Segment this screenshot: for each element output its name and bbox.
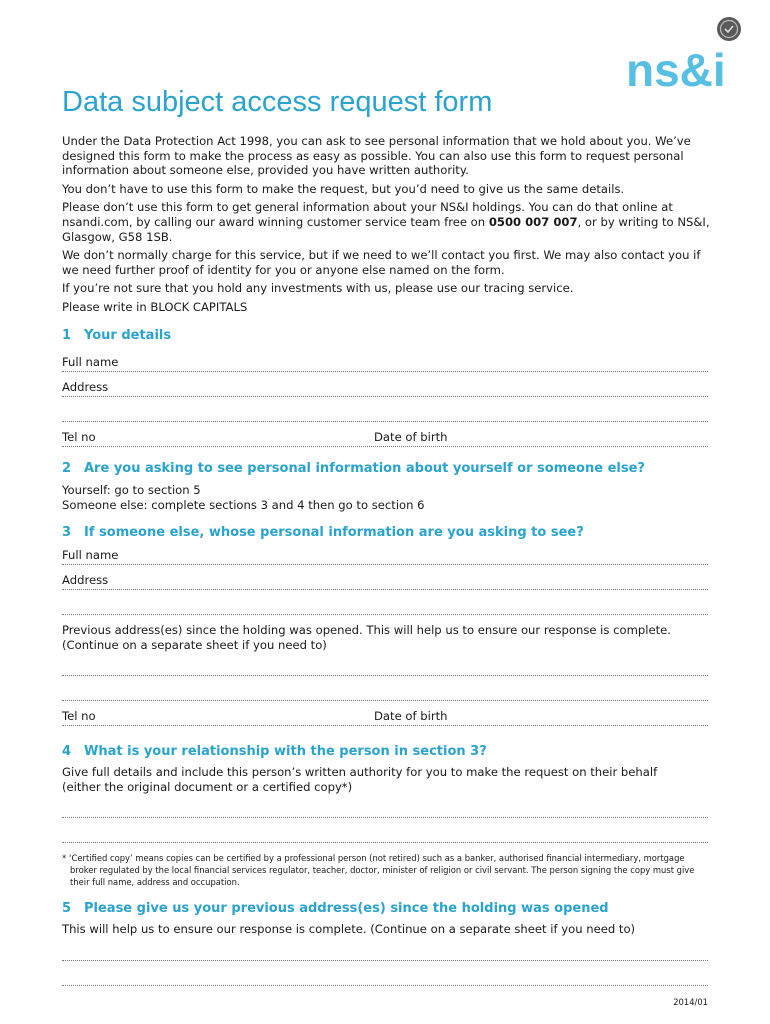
section-2-text: Yourself: go to section 5 Someone else: complete sections 3 and 4 then go to section 6 xyxy=(62,483,425,512)
other-address-field-line-2[interactable] xyxy=(62,614,708,615)
page-title: Data subject access request form xyxy=(62,86,493,118)
section-5-heading: 5 Please give us your previous address(es) since the holding was opened xyxy=(62,901,609,916)
relationship-field[interactable] xyxy=(62,817,708,818)
intro-paragraph: Please don’t use this form to get general information about your NS&I holdings. You can do that online at nsandi.com, by calling our award winning customer service team free on 0500 007 007, or by writing to NS&I, Glasgow, G58 1SB. xyxy=(62,200,710,244)
section-4-text: Give full details and include this person’s written authority for you to make the request on their behalf (either the original document or a certified copy*) xyxy=(62,765,658,794)
address-field[interactable] xyxy=(62,396,708,397)
intro-paragraph: If you’re not sure that you hold any investments with us, please use our tracing service. xyxy=(62,281,574,296)
section-5-address-field[interactable] xyxy=(62,960,708,961)
certified-copy-footnote: * ‘Certified copy’ means copies can be certified by a professional person (not retired) such as a banker, authorised financial intermediary, mortgage broker regulated by the local financial services regulator, teacher, doctor, minister of religion or civil servant. The person signing the copy must give their full name, address and occupation. xyxy=(62,853,695,887)
crest-seal-icon xyxy=(717,17,741,41)
full-name-field[interactable] xyxy=(62,371,708,372)
intro-paragraph: We don’t normally charge for this service, but if we need to we’ll contact you first. We may also contact you if we need further proof of identity for you or anyone else named on the form. xyxy=(62,248,701,277)
previous-address-field-line-2[interactable] xyxy=(62,700,708,701)
other-dob-label: Date of birth xyxy=(374,709,448,723)
form-reference: 2014/01 xyxy=(673,997,708,1007)
intro-paragraph: Please write in BLOCK CAPITALS xyxy=(62,299,248,314)
other-full-name-field[interactable] xyxy=(62,564,708,565)
section-3-heading: 3 If someone else, whose personal information are you asking to see? xyxy=(62,525,584,540)
other-address-label: Address xyxy=(62,573,109,587)
address-field-line-2[interactable] xyxy=(62,421,708,422)
other-tel-label: Tel no xyxy=(62,709,96,723)
other-address-field[interactable] xyxy=(62,589,708,590)
section-5-address-field-line-2[interactable] xyxy=(62,985,708,986)
intro-paragraph: You don’t have to use this form to make the request, but you’d need to give us the same details. xyxy=(62,181,625,196)
logo-wordmark: ns&i xyxy=(626,44,726,94)
previous-address-field[interactable] xyxy=(62,675,708,676)
address-label: Address xyxy=(62,380,109,394)
previous-address-label: Previous address(es) since the holding was opened. This will help us to ensure our response is complete. (Continue on a separate sheet if you need to) xyxy=(62,623,671,652)
section-5-text: This will help us to ensure our response is complete. (Continue on a separate sheet if you need to) xyxy=(62,922,636,936)
other-tel-dob-field[interactable] xyxy=(62,725,708,726)
tel-dob-field[interactable] xyxy=(62,446,708,447)
dob-label: Date of birth xyxy=(374,430,448,444)
tel-label: Tel no xyxy=(62,430,96,444)
relationship-field-line-2[interactable] xyxy=(62,842,708,843)
full-name-label: Full name xyxy=(62,355,119,369)
section-4-heading: 4 What is your relationship with the person in section 3? xyxy=(62,744,487,759)
section-1-heading: 1 Your details xyxy=(62,328,172,343)
nsandi-logo xyxy=(622,14,742,94)
phone-number: 0500 007 007 xyxy=(488,214,578,229)
intro xyxy=(62,134,712,319)
other-full-name-label: Full name xyxy=(62,548,119,562)
intro-paragraph: Under the Data Protection Act 1998, you can ask to see personal information that we hold about you. We’ve designed this form to make the process as easy as possible. You can also use this form to request personal information about someone else, provided you have written authority. xyxy=(62,134,691,178)
section-2-heading: 2 Are you asking to see personal information about yourself or someone else? xyxy=(62,461,645,476)
